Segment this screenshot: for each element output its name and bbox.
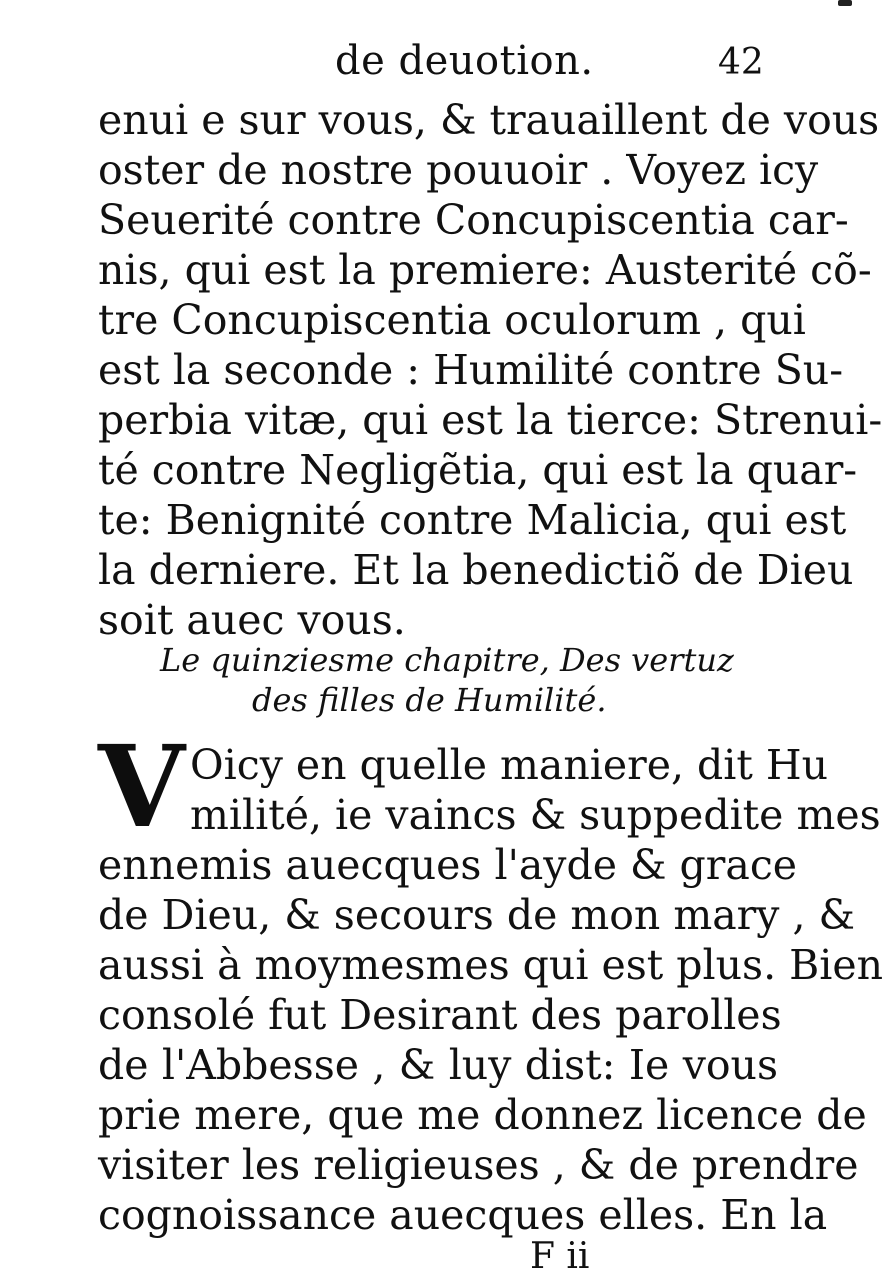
text-line: soit auec vous. xyxy=(98,596,406,644)
text-line: ennemis auecques l'ayde & grace xyxy=(98,841,798,889)
running-title: de deuotion. xyxy=(335,38,594,84)
paragraph-one xyxy=(98,95,883,645)
text-line: Seuerité contre Concupiscentia car- xyxy=(98,196,849,244)
chapter-heading-line: des filles de Humilité. xyxy=(252,681,607,719)
running-head xyxy=(0,38,871,88)
text-line: cognoissance auecques elles. En la xyxy=(98,1191,828,1239)
drop-cap: V xyxy=(98,722,185,853)
text-line: milité, ie vaincs & suppedite mes xyxy=(190,791,881,839)
text-line: de Dieu, & secours de mon mary , & xyxy=(98,891,856,939)
text-line: visiter les religieuses , & de prendre xyxy=(98,1141,859,1189)
text-line: perbia vitæ, qui est la tierce: Strenui- xyxy=(98,396,883,444)
text-line: de l'Abbesse , & luy dist: Ie vous xyxy=(98,1041,778,1089)
signature-mark: F ii xyxy=(530,1236,590,1277)
text-line: te: Benignité contre Malicia, qui est xyxy=(98,496,847,544)
scan-artifact-mark xyxy=(838,0,852,6)
text-line: tre Concupiscentia oculorum , qui xyxy=(98,296,806,344)
text-line: consolé fut Desirant des parolles xyxy=(98,991,782,1039)
text-line: té contre Negligẽtia, qui est la quar- xyxy=(98,446,858,494)
paragraph-two xyxy=(98,722,883,1239)
chapter-heading xyxy=(100,640,780,720)
chapter-heading-line: Le quinziesme chapitre, Des vertuz xyxy=(160,641,734,679)
text-line: aussi à moymesmes qui est plus. Bien xyxy=(98,941,883,989)
text-line: Oicy en quelle maniere, dit Hu xyxy=(190,741,829,789)
page-number: 42 xyxy=(718,42,764,83)
text-line: prie mere, que me donnez licence de xyxy=(98,1091,867,1139)
text-line: oster de nostre pouuoir . Voyez icy xyxy=(98,146,819,194)
text-line: est la seconde : Humilité contre Su- xyxy=(98,346,844,394)
text-line: nis, qui est la premiere: Austerité cõ- xyxy=(98,246,872,294)
text-line: enui e sur vous, & trauaillent de vous xyxy=(98,96,880,144)
text-line: la derniere. Et la benedictiõ de Dieu xyxy=(98,546,854,594)
paragraph-two-lines xyxy=(98,722,883,1240)
